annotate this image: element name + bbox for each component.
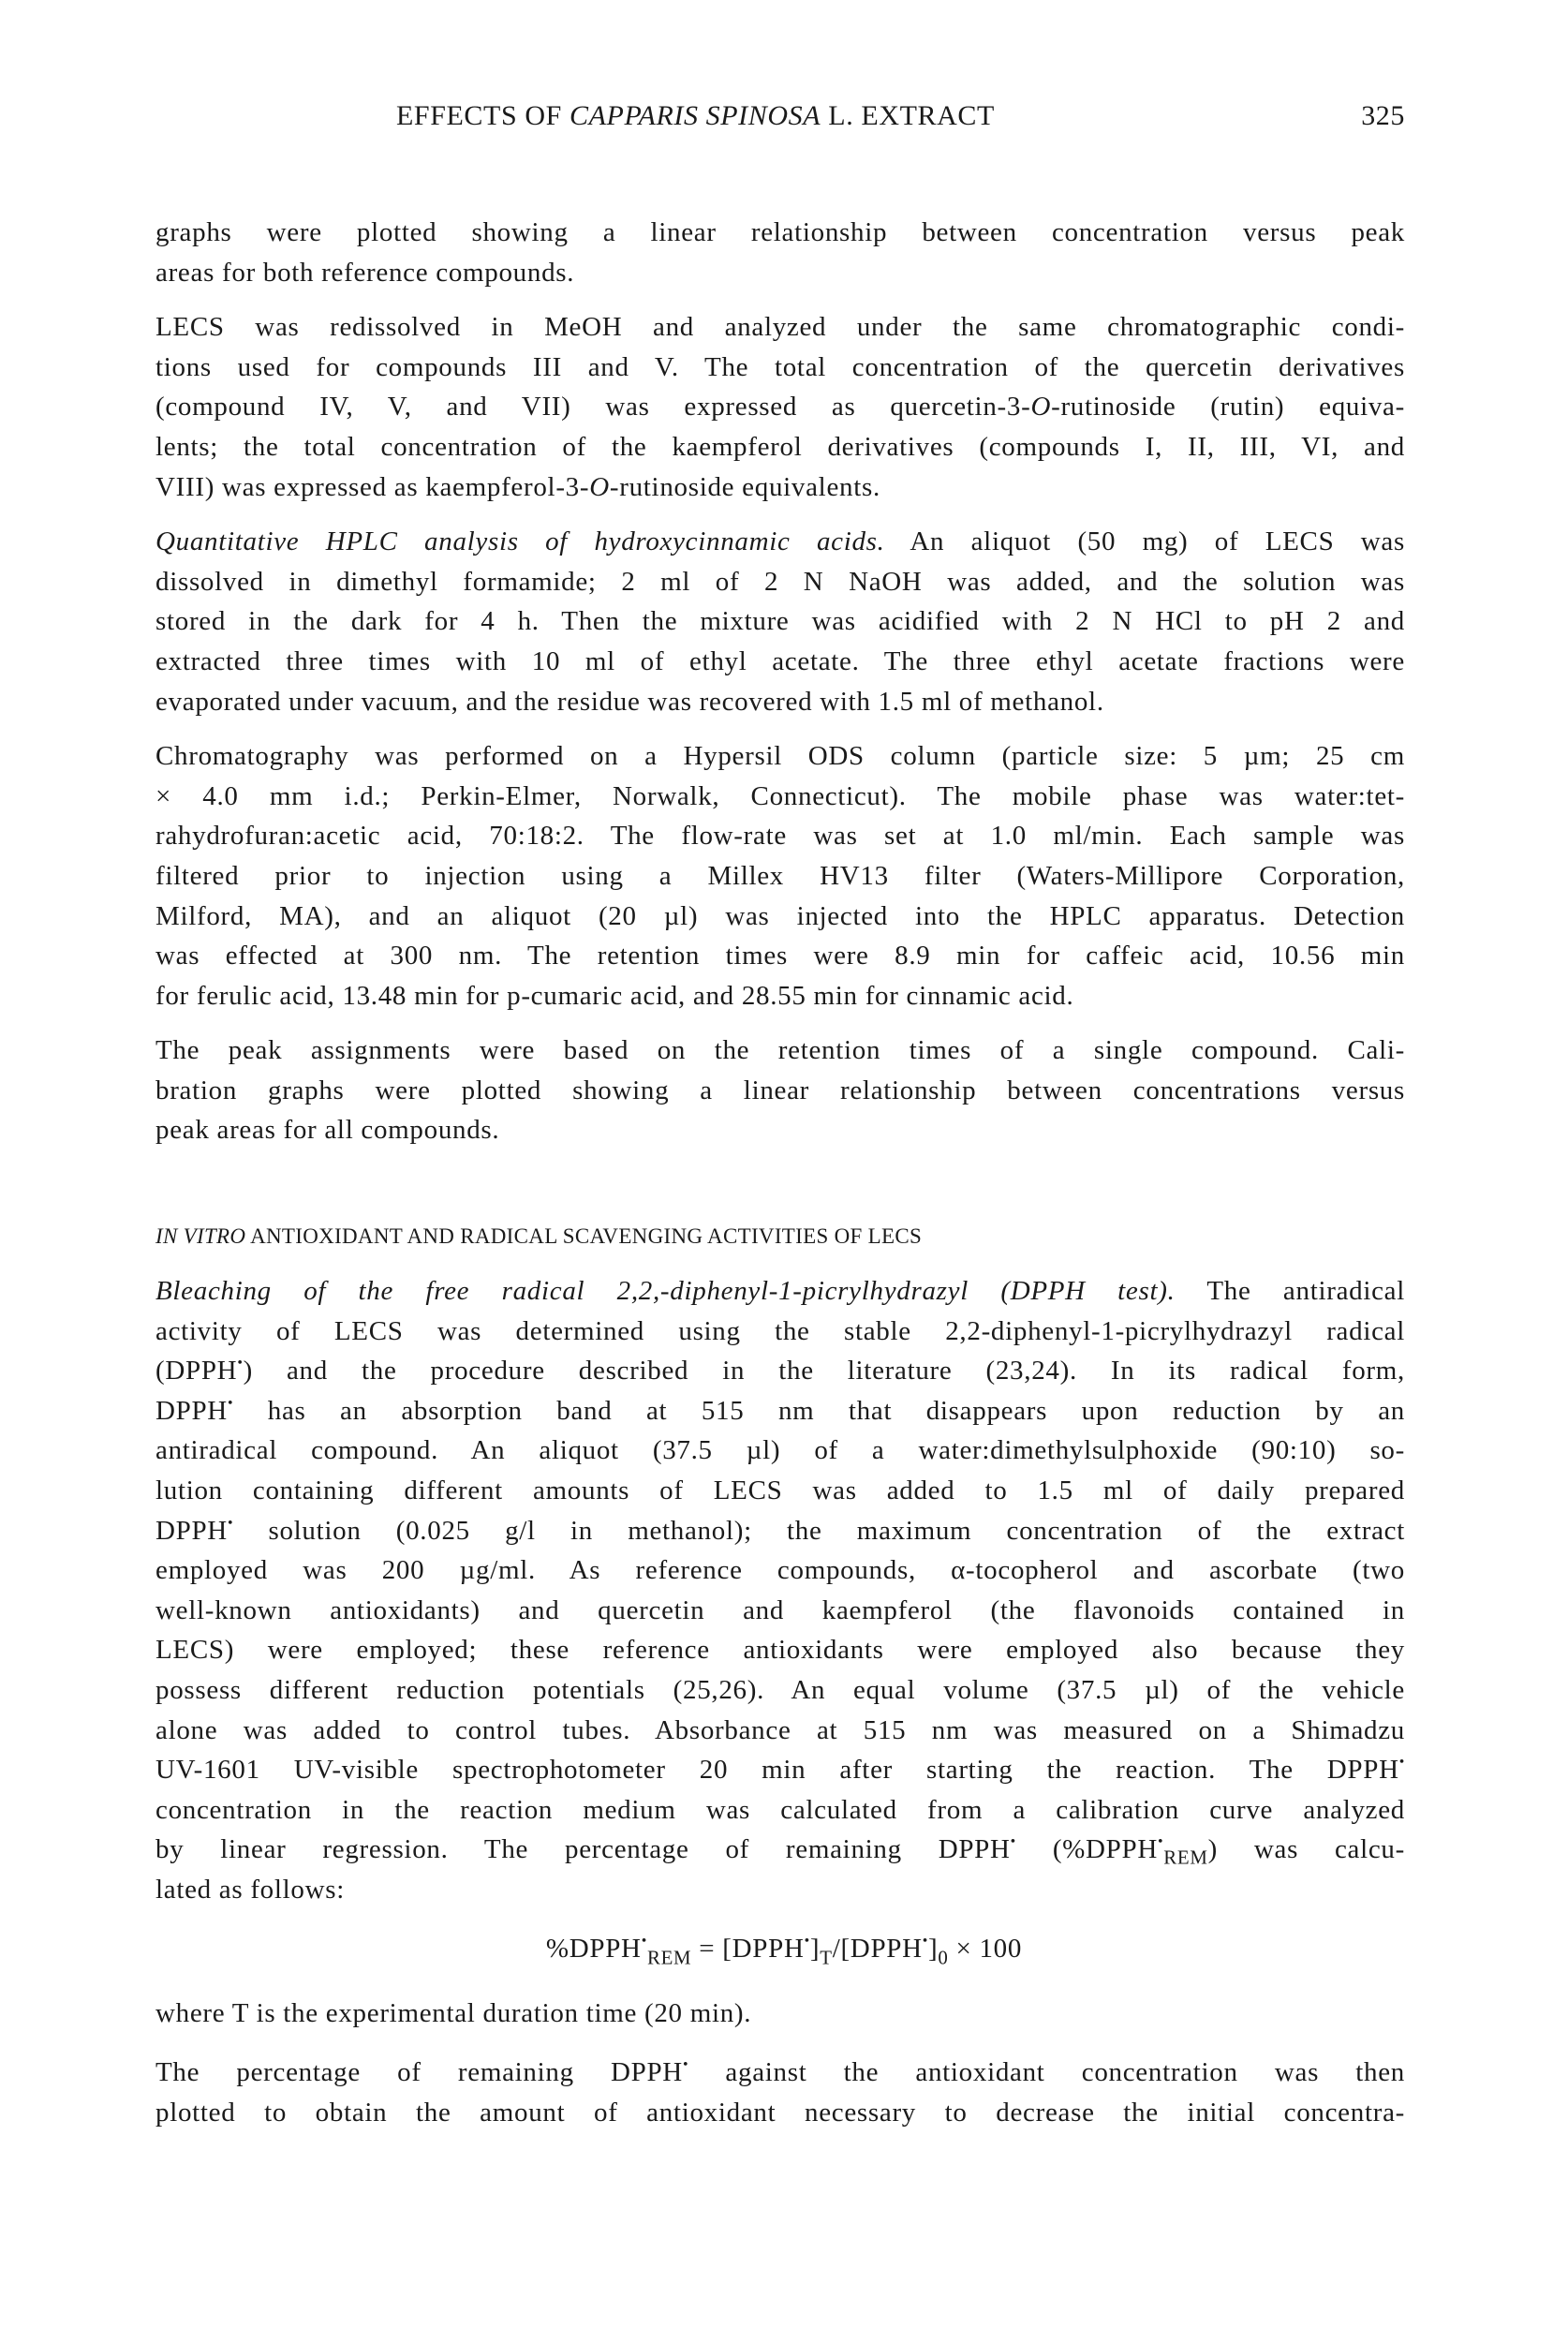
continuing-text-block	[155, 2053, 1405, 2147]
paragraph	[155, 522, 1405, 721]
text-line	[155, 213, 1405, 253]
text-run: peak areas for all compounds.	[155, 1115, 500, 1146]
text-line	[155, 1511, 1405, 1551]
superscript: •	[1157, 1833, 1164, 1850]
text-line	[155, 936, 1405, 976]
text-line	[155, 1431, 1405, 1471]
italic-run: O	[1030, 392, 1052, 423]
text-line	[155, 642, 1405, 682]
italic-run: O	[589, 471, 610, 502]
text-line	[155, 777, 1405, 817]
heading-text: ANTIOXIDANT AND RADICAL SCAVENGING ACTIVITIES OF LECS	[245, 1224, 923, 1248]
subscript: REM	[646, 1946, 692, 1969]
text-line	[155, 1870, 1405, 1910]
text-line	[155, 1750, 1405, 1790]
dpph-text-block	[155, 1271, 1405, 1925]
paragraph	[155, 2053, 1405, 2132]
heading-italic: IN VITRO	[155, 1224, 246, 1248]
text-line	[155, 348, 1405, 388]
text-run: employed was 200 µg/ml. As reference compounds, α-tocopherol and ascorbate (two	[155, 1555, 1405, 1586]
paragraph	[155, 1994, 1405, 2034]
text-run: VIII) was expressed as kaempferol-3-	[155, 471, 590, 502]
text-line	[155, 1471, 1405, 1511]
text-run: dissolved in dimethyl formamide; 2 ml of 2 N NaOH was added, and the solution was	[155, 566, 1405, 597]
text-run: evaporated under vacuum, and the residue was recovered with 1.5 ml of methanol.	[155, 686, 1104, 717]
text-line	[155, 1711, 1405, 1751]
text-run: (compound IV, V, and VII) was expressed as quercetin-3-	[155, 392, 1031, 423]
text-run: = [DPPH	[691, 1934, 805, 1964]
text-run: UV-1601 UV-visible spectrophotometer 20 min after starting the reaction. The DPPH	[155, 1755, 1399, 1786]
text-line	[155, 387, 1405, 427]
subscript: 0	[938, 1946, 949, 1969]
text-run: plotted to obtain the amount of antioxidant necessary to decrease the initial concentra-	[155, 2097, 1405, 2128]
text-line	[155, 1391, 1405, 1431]
text-line	[155, 601, 1405, 642]
superscript: •	[804, 1933, 810, 1950]
text-line	[155, 2093, 1405, 2133]
text-run: × 4.0 mm i.d.; Perkin-Elmer, Norwalk, Connecticut). The mobile phase was water:tet-	[155, 780, 1405, 811]
text-line	[155, 1994, 1405, 2034]
text-line	[155, 253, 1405, 293]
text-line	[155, 522, 1405, 562]
text-run: alone was added to control tubes. Absorbance at 515 nm was measured on a Shimadzu	[155, 1714, 1405, 1745]
text-line	[155, 1351, 1405, 1391]
text-run: ) and the procedure described in the literature (23,24). In its radical form,	[243, 1356, 1405, 1387]
text-run: stored in the dark for 4 h. Then the mixture was acidified with 2 N HCl to pH 2 and	[155, 606, 1405, 637]
italic-run: Bleaching of the free radical 2,2,-diphenyl-1-picrylhydrazyl (DPPH test).	[155, 1276, 1176, 1306]
text-line	[155, 467, 1405, 508]
text-line	[155, 1630, 1405, 1670]
text-run: well-known antioxidants) and quercetin and kaempferol (the flavonoids contained in	[155, 1594, 1405, 1625]
superscript: •	[1398, 1754, 1405, 1771]
text-run: -rutinoside equivalents.	[609, 471, 880, 502]
text-line	[155, 1830, 1405, 1870]
text-run: The peak assignments were based on the retention times of a single compound. Cali-	[155, 1035, 1405, 1066]
running-title	[396, 97, 995, 135]
text-line	[155, 1271, 1405, 1312]
text-run: by linear regression. The percentage of remaining DPPH	[155, 1834, 1011, 1865]
text-run: where T is the experimental duration time (20 min).	[155, 1998, 752, 2028]
text-run: LECS) were employed; these reference antioxidants were employed also because they	[155, 1635, 1405, 1666]
paragraph	[155, 213, 1405, 292]
text-line	[155, 1550, 1405, 1591]
text-run: tions used for compounds III and V. The total concentration of the quercetin derivatives	[155, 351, 1405, 382]
text-line	[155, 682, 1405, 722]
equation	[0, 1929, 1568, 1969]
text-run: bration graphs were plotted showing a linear relationship between concentrations versus	[155, 1075, 1405, 1105]
text-run: (%DPPH	[1015, 1834, 1158, 1865]
page-number: 325	[1361, 100, 1405, 131]
equation-note	[155, 1994, 1405, 2049]
text-run: (DPPH	[155, 1356, 238, 1387]
text-line	[155, 1790, 1405, 1831]
text-line	[155, 1110, 1405, 1150]
section-heading	[155, 1222, 922, 1252]
text-run: -rutinoside (rutin) equiva-	[1051, 392, 1405, 423]
text-run: lution containing different amounts of LECS was added to 1.5 ml of daily prepared	[155, 1475, 1405, 1505]
paragraph	[155, 736, 1405, 1016]
superscript: •	[922, 1933, 929, 1950]
text-line	[155, 307, 1405, 348]
text-run: The percentage of remaining DPPH	[155, 2057, 683, 2087]
superscript: •	[227, 1395, 234, 1412]
text-run: DPPH	[155, 1395, 228, 1426]
text-line	[155, 976, 1405, 1016]
text-run: /[DPPH	[832, 1934, 923, 1964]
text-line	[155, 1031, 1405, 1071]
text-line	[155, 897, 1405, 937]
text-run: × 100	[948, 1934, 1023, 1964]
text-run: solution (0.025 g/l in methanol); the maximum concentration of the extract	[233, 1515, 1405, 1546]
text-run: extracted three times with 10 ml of ethyl acetate. The three ethyl acetate fractions were	[155, 645, 1405, 676]
text-run: lated as follows:	[155, 1874, 345, 1905]
text-run: antiradical compound. An aliquot (37.5 µl) of a water:dimethylsulphoxide (90:10) so-	[155, 1435, 1405, 1466]
text-line	[155, 1071, 1405, 1111]
title-part: L. EXTRACT	[821, 100, 995, 131]
subscript: T	[820, 1946, 833, 1969]
superscript: •	[227, 1514, 234, 1531]
text-line	[155, 2053, 1405, 2093]
text-run: activity of LECS was determined using the stable 2,2-diphenyl-1-picrylhydrazyl radical	[155, 1315, 1405, 1346]
text-line	[155, 856, 1405, 897]
text-run: graphs were plotted showing a linear relationship between concentration versus peak	[155, 217, 1405, 247]
subscript: REM	[1163, 1846, 1208, 1869]
text-run: %DPPH	[545, 1934, 642, 1964]
text-line	[155, 736, 1405, 777]
text-run: rahydrofuran:acetic acid, 70:18:2. The flow-rate was set at 1.0 ml/min. Each sample was	[155, 821, 1405, 852]
paragraph	[155, 1031, 1405, 1150]
title-part: EFFECTS OF	[396, 100, 570, 131]
text-run: ]	[809, 1934, 821, 1964]
text-run: was effected at 300 nm. The retention times were 8.9 min for caffeic acid, 10.56 min	[155, 941, 1405, 971]
text-line	[155, 562, 1405, 602]
paragraph	[155, 1271, 1405, 1910]
italic-run: Quantitative HPLC analysis of hydroxycinnamic acids.	[155, 526, 885, 557]
text-line	[155, 1312, 1405, 1352]
text-run: lents; the total concentration of the kaempferol derivatives (compounds I, II, III, VI, and	[155, 431, 1405, 462]
text-run: possess different reduction potentials (25,26). An equal volume (37.5 µl) of the vehicle	[155, 1674, 1405, 1705]
superscript: •	[641, 1933, 647, 1950]
text-run: areas for both reference compounds.	[155, 257, 575, 288]
text-run: DPPH	[155, 1515, 228, 1546]
methods-text-block	[155, 213, 1405, 1165]
superscript: •	[1010, 1833, 1016, 1850]
superscript: •	[682, 2056, 689, 2073]
text-line	[155, 1591, 1405, 1631]
text-run: against the antioxidant concentration was then	[688, 2057, 1405, 2087]
text-line	[155, 1670, 1405, 1711]
text-run: Milford, MA), and an aliquot (20 µl) was injected into the HPLC apparatus. Detection	[155, 900, 1405, 931]
text-run: has an absorption band at 515 nm that disappears upon reduction by an	[233, 1395, 1405, 1426]
text-run: filtered prior to injection using a Millex HV13 filter (Waters-Millipore Corporation,	[155, 860, 1405, 891]
text-run: The antiradical	[1175, 1276, 1405, 1306]
superscript: •	[237, 1355, 244, 1372]
text-line	[155, 816, 1405, 856]
text-run: An aliquot (50 mg) of LECS was	[884, 526, 1405, 557]
text-run: Chromatography was performed on a Hypersil ODS column (particle size: 5 µm; 25 cm	[155, 741, 1405, 772]
text-line	[155, 427, 1405, 467]
text-run: ) was calcu-	[1207, 1834, 1405, 1865]
text-run: LECS was redissolved in MeOH and analyzed under the same chromatographic condi-	[155, 312, 1405, 343]
title-species: CAPPARIS SPINOSA	[570, 100, 821, 131]
text-run: concentration in the reaction medium was calculated from a calibration curve analyzed	[155, 1794, 1405, 1825]
paragraph	[155, 307, 1405, 507]
text-run: for ferulic acid, 13.48 min for p-cumaric acid, and 28.55 min for cinnamic acid.	[155, 980, 1074, 1011]
text-run: ]	[928, 1934, 939, 1964]
